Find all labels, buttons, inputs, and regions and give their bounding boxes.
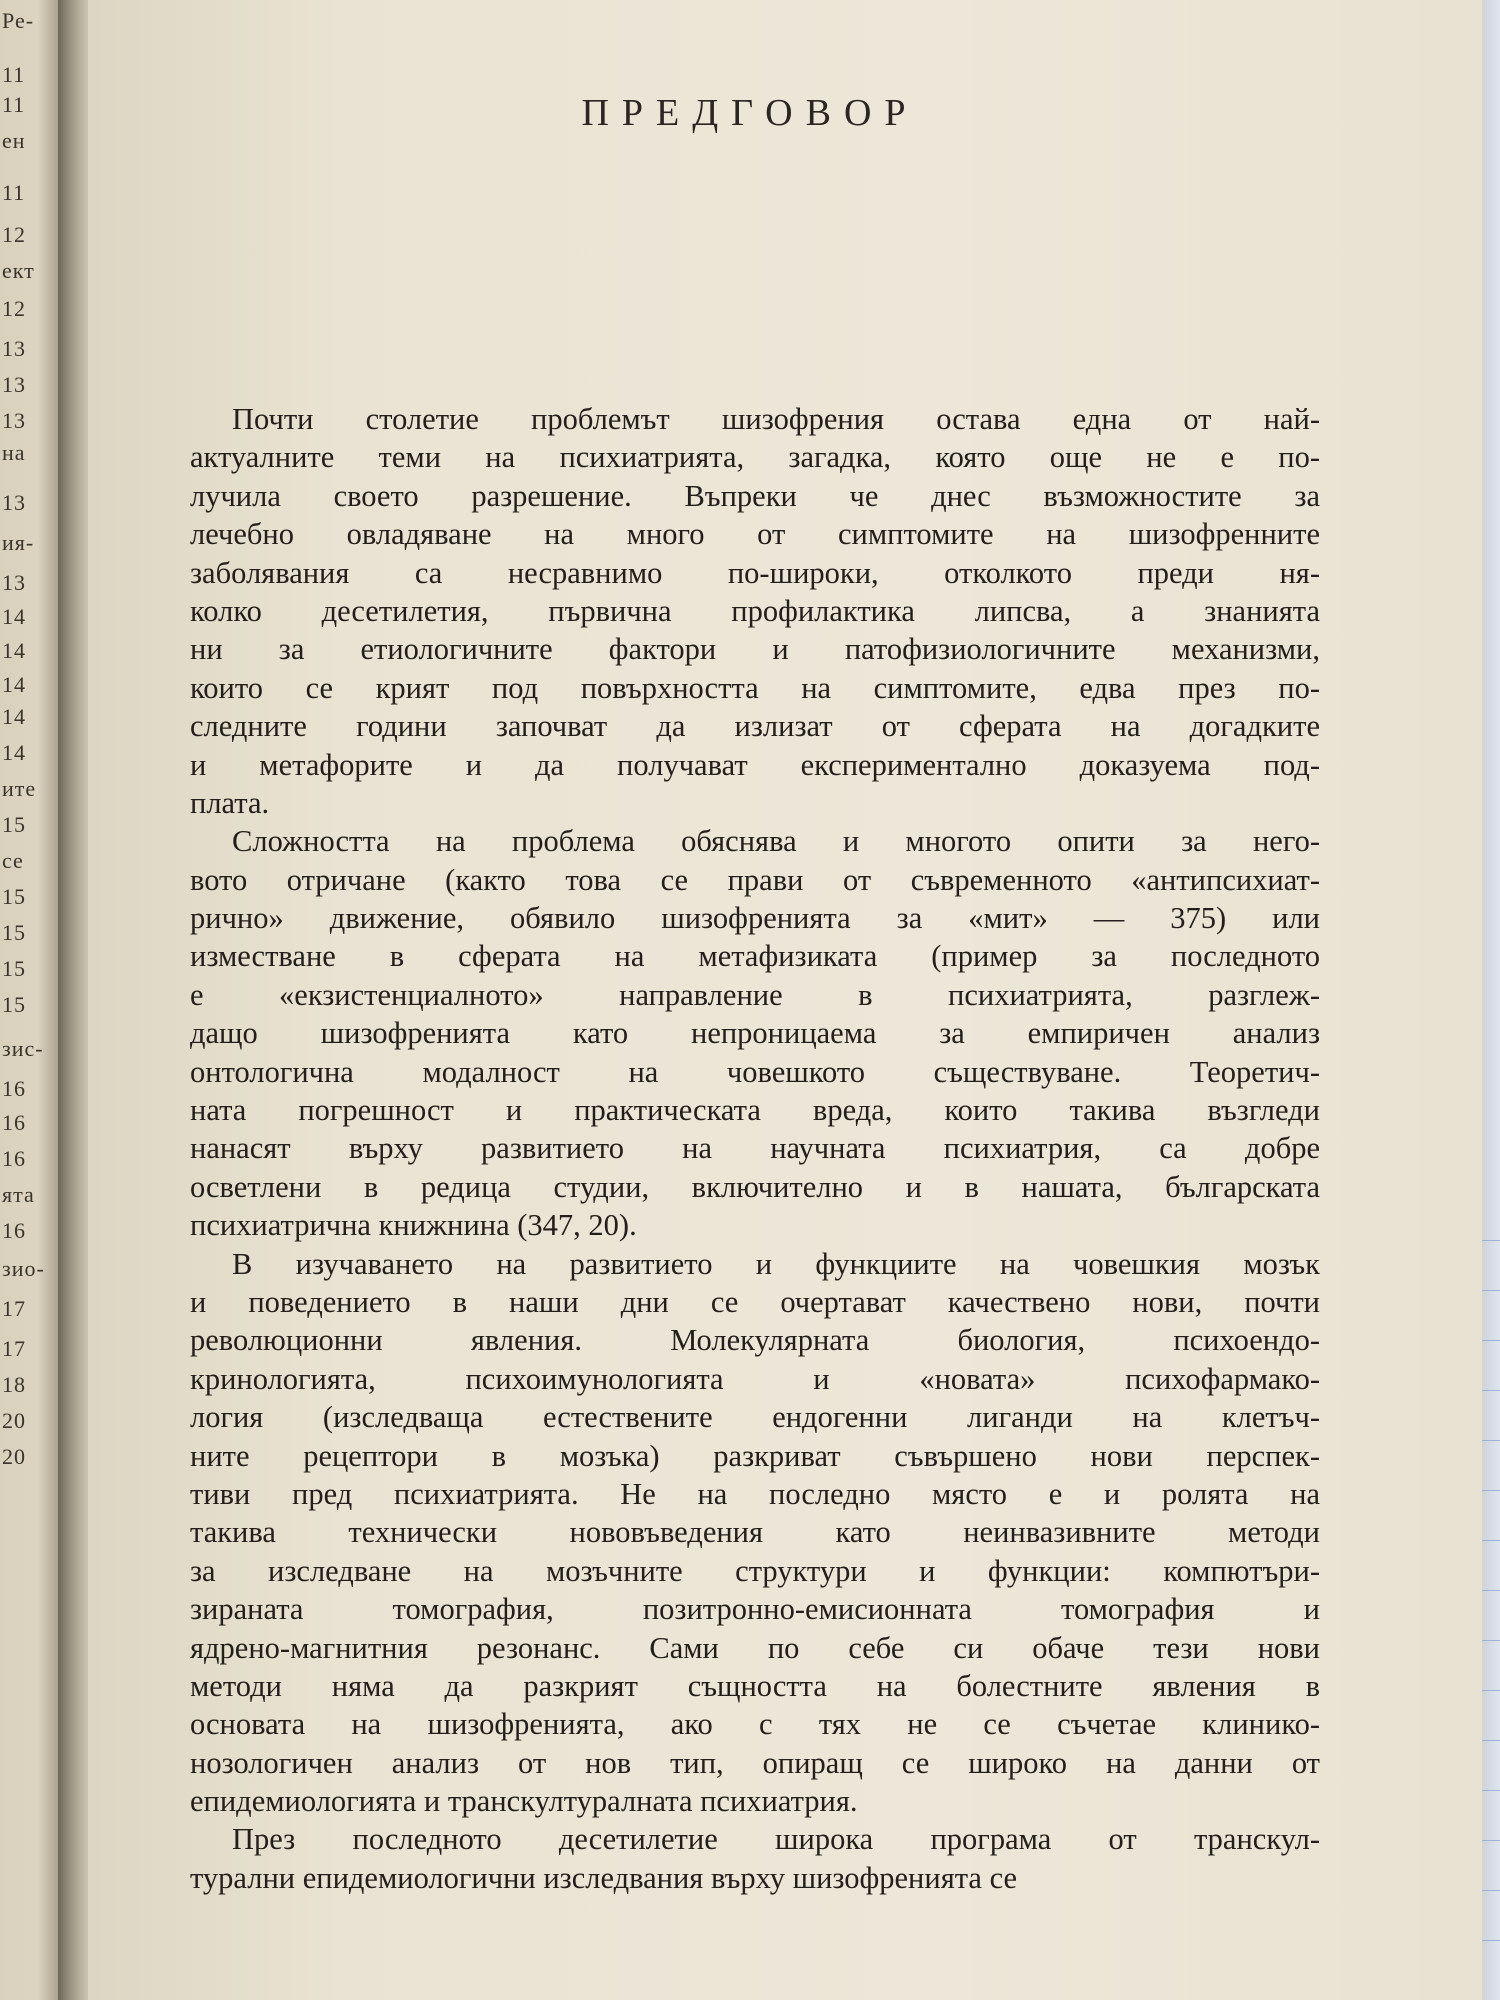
left-page-fragment: 16 [2,1146,26,1171]
text-line: кринологията, психоимунологията и «новата» психофармако- [190,1361,1320,1396]
text-line: логия (изследваща естествените ендогенни лиганди на клетъч- [190,1400,1320,1435]
text-line: е «екзистенциалното» направление в психиатрията, разглеж- [190,977,1320,1012]
text-line: и метафорите и да получават експериментално доказуема под- [190,747,1320,782]
left-page-fragment: 11 [2,62,26,87]
left-page-fragment: 15 [2,920,26,945]
left-page-fragment: ект [2,258,35,283]
paragraph [190,1820,1320,1897]
left-page-fragment: 13 [2,408,26,433]
left-page-fragment: 12 [2,222,26,247]
left-page-fragment: 20 [2,1444,26,1469]
paragraph [190,822,1320,1244]
left-page-fragment: 15 [2,956,26,981]
left-page-fragment: 16 [2,1076,26,1101]
left-page-fragment: 13 [2,336,26,361]
left-page-fragment: 14 [2,604,26,629]
text-line: ната погрешност и практическата вреда, които такива възгледи [190,1093,1320,1128]
text-line: турални епидемиологични изследвания върху шизофренията се [190,1860,1018,1895]
text-line: вото отричане (както това се прави от съвременното «антипсихиат- [190,862,1320,897]
paragraph [190,400,1320,822]
left-page-fragment: 13 [2,570,26,595]
text-line: епидемиологията и транскултуралната психиатрия. [190,1784,858,1819]
page-title: ПРЕДГОВОР [581,92,919,135]
left-page-fragment: зио- [2,1256,45,1281]
text-line: рично» движение, обявило шизофренията за «мит» — 375) или [190,901,1320,936]
left-page-fragment: зис- [2,1036,44,1061]
left-page-fragment: 17 [2,1296,26,1321]
text-line: ните рецептори в мозъка) разкриват съвършено нови перспек- [190,1438,1320,1473]
text-line: лечебно овладяване на много от симптомите на шизофренните [190,517,1320,552]
left-page-fragment: ен [2,128,26,153]
left-page-fragment: 11 [2,180,26,205]
left-page-fragment: 15 [2,884,26,909]
text-line: Сложността на проблема обяснява и многото опити за него- [232,824,1320,859]
left-page-fragment: ята [2,1182,35,1207]
text-line: тиви пред психиатрията. Не на последно място е и ролята на [190,1476,1320,1511]
left-page-fragment: ите [2,776,37,801]
text-line: изместване в сферата на метафизиката (пример за последното [190,939,1320,974]
book-gutter [58,0,92,2000]
text-line: дащо шизофренията като непроницаема за емпиричен анализ [190,1016,1320,1051]
left-page-fragment: Ре- [2,8,35,33]
left-page-fragment: ия- [2,530,35,555]
text-line: заболявания са несравнимо по-широки, отколкото преди ня- [190,555,1320,590]
text-line: В изучаването на развитието и функциите на човешкия мозък [232,1246,1320,1281]
text-line: ядрено-магнитния резонанс. Сами по себе си обаче тези нови [190,1630,1320,1665]
adjacent-left-page [0,0,62,2000]
text-line: зираната томография, позитронно-емисионната томография и [190,1592,1320,1627]
text-line: лучила своето разрешение. Въпреки че днес възможностите за [190,478,1320,513]
text-line: плата. [190,785,270,820]
left-page-fragment: 15 [2,992,26,1017]
notebook-edge [1482,0,1500,2000]
text-line: осветлени в редица студии, включително и в нашата, българската [190,1169,1320,1204]
left-page-fragment: 18 [2,1372,26,1397]
left-page-fragment: се [2,848,24,873]
text-line: които се крият под повърхността на симптомите, едва през по- [190,670,1320,705]
left-page-fragment: 13 [2,490,26,515]
text-line: за изследване на мозъчните структури и функции: компютъри- [190,1553,1320,1588]
text-line: През последното десетилетие широка програма от транскул- [232,1822,1320,1857]
text-line: психиатрична книжнина (347, 20). [190,1208,637,1243]
text-line: основата на шизофренията, ако с тях не се съчетае клинико- [190,1707,1320,1742]
text-line: нанасят върху развитието на научната психиатрия, са добре [190,1131,1320,1166]
text-line: революционни явления. Молекулярната биология, психоендо- [190,1323,1320,1358]
text-line: нозологичен анализ от нов тип, опиращ се широко на данни от [190,1745,1320,1780]
text-line: методи няма да разкрият същността на болестните явления в [190,1668,1320,1703]
left-page-fragment: 13 [2,372,26,397]
left-page-fragment: 12 [2,296,26,321]
left-page-fragment: 20 [2,1408,26,1433]
left-page-fragment: 14 [2,638,26,663]
text-line: онтологична модалност на човешкото съществуване. Теоретич- [190,1054,1320,1089]
text-line: такива технически нововъведения като неинвазивните методи [190,1515,1320,1550]
text-line: и поведението в наши дни се очертават качествено нови, почти [190,1284,1320,1319]
paragraph [190,1245,1320,1821]
text-line: Почти столетие проблемът шизофрения остава една от най- [232,402,1320,436]
preface-body [190,400,1320,1897]
left-page-fragment: 14 [2,704,26,729]
left-page-fragment: 16 [2,1218,26,1243]
left-page-fragment: 15 [2,812,26,837]
left-page-fragment: 16 [2,1110,26,1135]
text-line: колко десетилетия, първична профилактика липсва, а знанията [190,593,1320,628]
left-page-fragment: 14 [2,740,26,765]
left-page-fragment: 11 [2,92,26,117]
text-line: ни за етиологичните фактори и патофизиологичните механизми, [190,632,1320,667]
text-line: актуалните теми на психиатрията, загадка, която още не е по- [190,440,1320,475]
left-page-fragment: 14 [2,672,26,697]
text-line: следните години започват да излизат от сферата на догадките [190,709,1320,744]
left-page-fragment: на [2,440,26,465]
left-page-fragment: 17 [2,1336,26,1361]
